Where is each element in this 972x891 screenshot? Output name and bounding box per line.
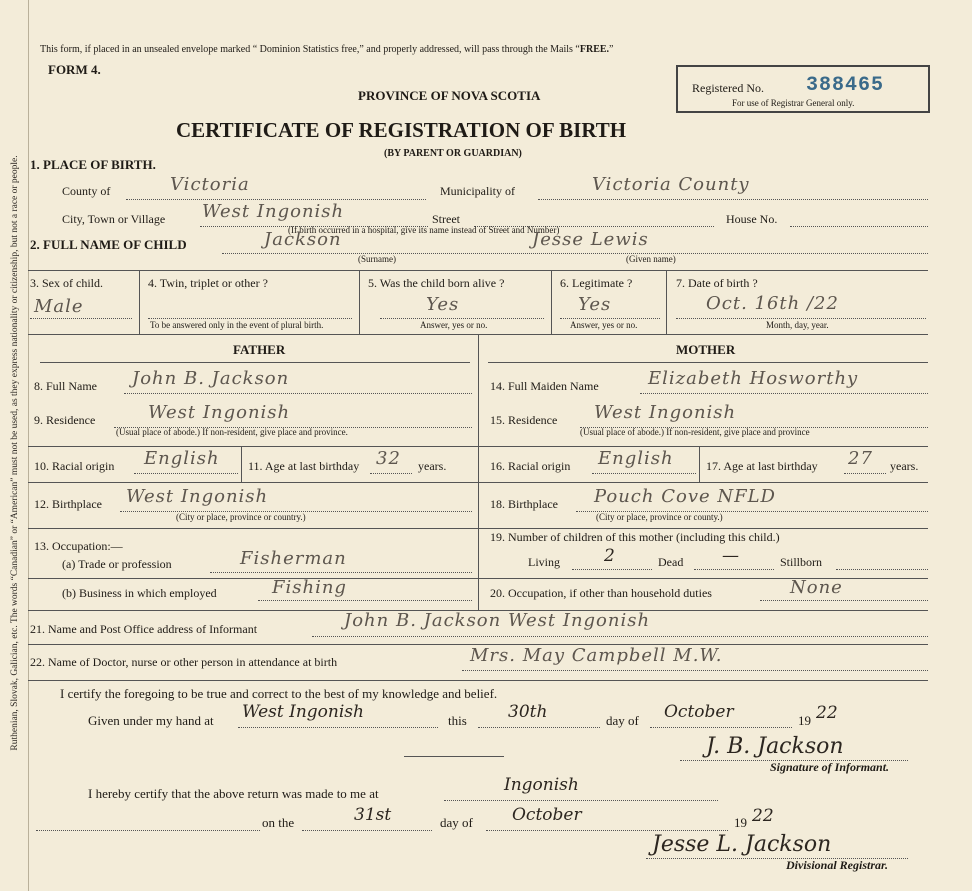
registrar-day-line [302,830,432,831]
row-divider-racial [28,446,928,447]
dead-label: Dead [658,555,684,569]
registrar-year-value: 22 [752,806,774,826]
living-value: 2 [604,546,615,566]
alive-value: Yes [426,294,460,315]
certify-day-of-label: day of [606,713,639,728]
mother-racial-value: English [598,448,674,469]
on-the-label: on the [262,815,295,830]
sex-value: Male [34,296,84,317]
col-div-1 [139,270,140,334]
registered-label: Registered No. [692,81,764,95]
legit-note: Answer, yes or no. [570,320,638,330]
father-trade-label: (a) Trade or profession [62,557,172,571]
mother-age-line [844,473,886,474]
row-divider-birthplace [28,482,928,483]
county-label: County of [62,184,111,198]
given-under-label: Given under my hand at [88,713,214,728]
living-line [572,569,652,570]
mother-residence-note: (Usual place of abode.) If non-resident, give place and province [580,427,810,437]
col-div-3 [551,270,552,334]
registrar-caption: Divisional Registrar. [786,858,889,872]
father-business-value: Fishing [272,577,347,598]
dob-note: Month, day, year. [766,320,829,330]
registrar-place-line [444,800,718,801]
municipality-line [538,199,928,200]
sex-label: 3. Sex of child. [30,276,103,290]
given-place-value: West Ingonish [242,702,364,722]
legit-line [560,318,660,319]
certify-day-value: 30th [508,702,548,722]
child-name-line [222,253,928,254]
mother-age-label: 17. Age at last birthday [706,459,818,473]
mother-age-value: 27 [848,448,873,469]
father-trade-line [210,572,472,573]
mother-racial-line [592,473,696,474]
sex-line [30,318,132,319]
legit-label: 6. Legitimate ? [560,276,633,290]
row-divider-certify [28,680,928,681]
city-value: West Ingonish [202,201,345,222]
doctor-value: Mrs. May Campbell M.W. [470,645,723,666]
child-name-label: 2. FULL NAME OF CHILD [30,237,187,252]
street-label: Street [432,212,460,226]
side-note: Ruthenian, Slovak, Galician, etc. The words “Canadian” or “American” must not be used, as they express nationality or citizenship, but not a race or people. [10,155,20,751]
father-residence-label: 9. Residence [34,413,96,427]
registrar-statement: I hereby certify that the above return was made to me at [88,786,379,801]
child-given-name: Jesse Lewis [532,229,649,250]
registrar-day-value: 31st [354,805,392,825]
row-divider-mother-occ [478,578,928,579]
informant-signature-caption: Signature of Informant. [770,760,890,774]
mother-age-divider [699,446,700,482]
father-name-label: 8. Full Name [34,379,97,393]
registered-box [676,65,930,113]
mother-occupation-value: None [790,577,843,598]
father-age-divider [241,446,242,482]
free-label: FREE. [579,44,610,55]
certify-month-value: October [664,702,734,722]
informant-label: 21. Name and Post Office address of Informant [30,622,258,636]
mother-birthplace-value: Pouch Cove NFLD [594,486,776,507]
stillborn-label: Stillborn [780,555,823,569]
certify-year-prefix: 19 [798,713,811,728]
municipality-label: Municipality of [440,184,515,198]
col-div-4 [666,270,667,334]
place-heading: 1. PLACE OF BIRTH. [30,157,156,172]
registrar-day-of-label: day of [440,815,473,830]
given-place-line [238,727,438,728]
mother-maiden-value: Elizabeth Hosworthy [648,368,859,389]
given-caption: (Given name) [626,254,676,264]
county-value: Victoria [170,174,250,195]
father-trade-value: Fisherman [240,548,347,569]
father-name-value: John B. Jackson [132,368,290,389]
informant-signature: J. B. Jackson [706,734,844,759]
surname-caption: (Surname) [358,254,396,264]
father-business-label: (b) Business in which employed [62,586,217,600]
registrar-use-note: For use of Registrar General only. [732,98,855,108]
certify-day-line [478,727,600,728]
mother-heading: MOTHER [676,342,736,357]
registrar-lead-line [36,830,260,831]
father-heading: FATHER [233,342,286,357]
mail-notice: This form, if placed in an unsealed envelope marked “ Dominion Statistics free,” and properly addressed, will pass through the Mails “FREE.” [40,44,614,55]
mother-residence-label: 15. Residence [490,413,558,427]
father-age-line [370,473,412,474]
father-occupation-label: 13. Occupation:— [34,539,123,553]
row-divider-business [28,578,478,579]
registrar-month-line [486,830,728,831]
house-label: House No. [726,212,778,226]
registrar-month-value: October [512,805,582,825]
mother-occupation-label: 20. Occupation, if other than household duties [490,586,712,600]
father-birthplace-value: West Ingonish [126,486,269,507]
mother-maiden-line [640,393,928,394]
dob-label: 7. Date of birth ? [676,276,758,290]
father-age-value: 32 [376,448,401,469]
dob-line [676,318,926,319]
registered-number: 388465 [806,74,885,97]
children-label: 19. Number of children of this mother (including this child.) [490,530,780,544]
father-birthplace-note: (City or place, province or country.) [176,512,306,522]
alive-note: Answer, yes or no. [420,320,488,330]
father-birthplace-label: 12. Birthplace [34,497,102,511]
father-racial-line [134,473,238,474]
mother-birthplace-note: (City or place, province or county.) [596,512,723,522]
father-racial-value: English [144,448,220,469]
col-div-2 [359,270,360,334]
doctor-line [462,670,928,671]
municipality-value: Victoria County [592,174,750,195]
legit-value: Yes [578,294,612,315]
registrar-signature: Jesse L. Jackson [652,832,832,857]
row-divider-top [28,270,928,271]
certify-year-value: 22 [816,703,838,723]
informant-line [312,636,928,637]
twin-label: 4. Twin, triplet or other ? [148,276,268,290]
registrar-place-value: Ingonish [504,775,579,795]
alive-label: 5. Was the child born alive ? [368,276,505,290]
house-line [790,226,928,227]
hospital-note: (If birth occurred in a hospital, give its name instead of Street and Number) [288,225,560,235]
twin-note: To be answered only in the event of plural birth. [150,320,324,330]
living-label: Living [528,555,560,569]
mother-maiden-label: 14. Full Maiden Name [490,379,599,393]
mother-racial-label: 16. Racial origin [490,459,571,473]
father-residence-value: West Ingonish [148,402,291,423]
province-heading: PROVINCE OF NOVA SCOTIA [358,88,541,103]
registrar-year-prefix: 19 [734,815,747,830]
dead-line [694,569,774,570]
dob-value: Oct. 16th /22 [706,293,839,314]
mother-occupation-line [760,600,928,601]
mother-age-years: years. [890,459,919,473]
row-divider-occupation [28,528,928,529]
mother-birthplace-label: 18. Birthplace [490,497,558,511]
certify-statement: I certify the foregoing to be true and correct to the best of my knowledge and belief. [60,686,498,701]
separator-rule [404,756,504,757]
informant-value: John B. Jackson West Ingonish [344,610,651,631]
stillborn-line [836,569,928,570]
father-heading-rule [40,362,470,363]
this-label: this [448,713,467,728]
parents-divider [478,334,479,610]
mother-heading-rule [488,362,928,363]
father-age-years: years. [418,459,447,473]
doctor-label: 22. Name of Doctor, nurse or other person in attendance at birth [30,655,338,669]
certify-month-line [650,727,792,728]
father-business-line [258,600,472,601]
father-residence-note: (Usual place of abode.) If non-resident, give place and province. [116,427,348,437]
dead-value: — [722,546,739,566]
father-racial-label: 10. Racial origin [34,459,115,473]
father-age-label: 11. Age at last birthday [248,459,360,473]
city-label: City, Town or Village [62,212,166,226]
certificate-subtitle: (BY PARENT OR GUARDIAN) [384,148,522,159]
child-surname: Jackson [264,229,342,250]
certificate-title: CERTIFICATE OF REGISTRATION OF BIRTH [176,118,627,142]
county-line [126,199,426,200]
alive-line [380,318,544,319]
father-name-line [124,393,472,394]
twin-line [148,318,352,319]
mother-residence-value: West Ingonish [594,402,737,423]
form-number: FORM 4. [48,62,101,77]
